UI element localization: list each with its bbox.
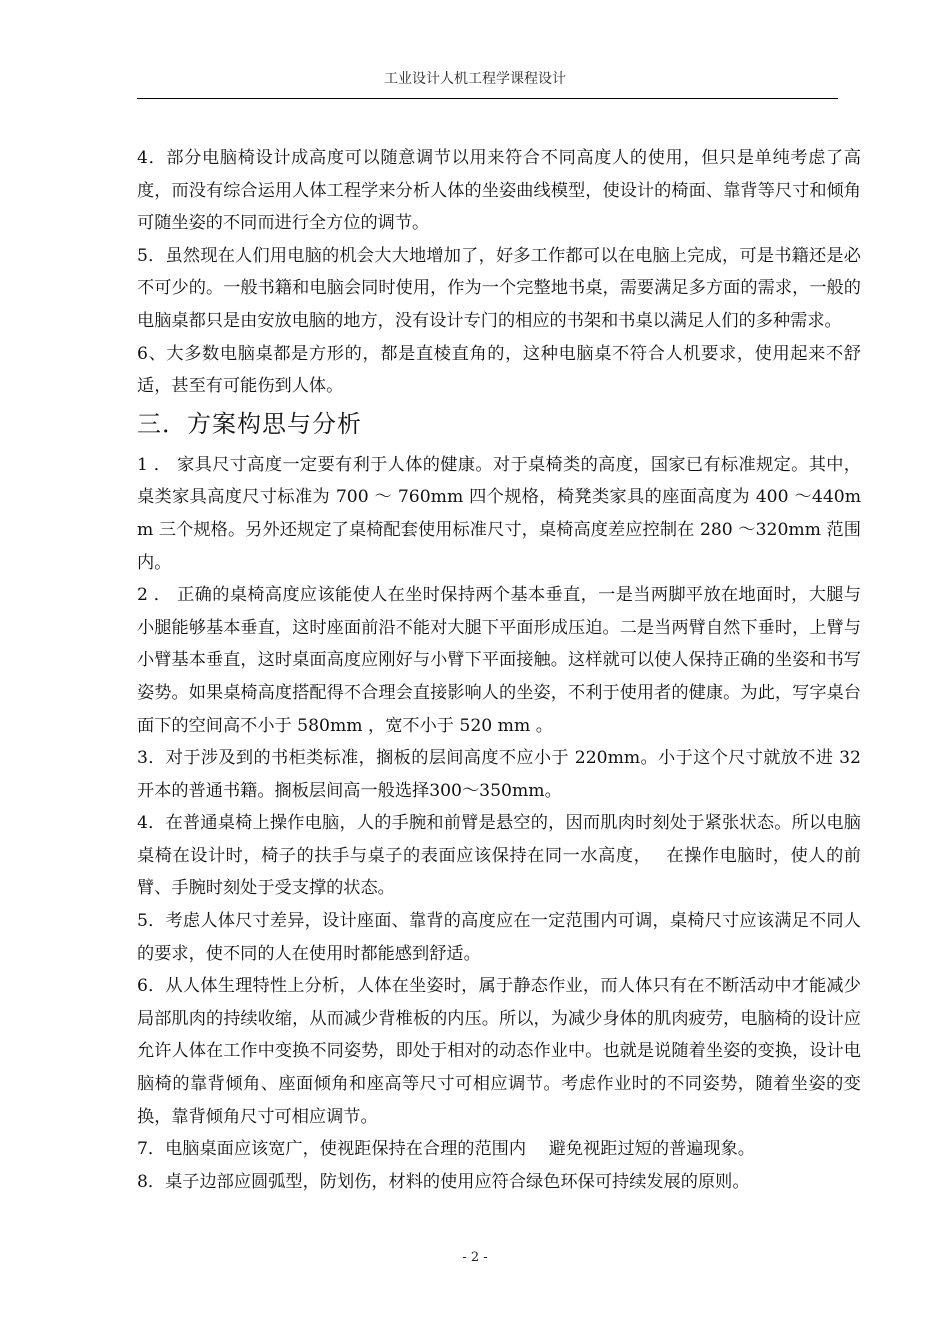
page-number: - 2 - — [462, 1250, 488, 1265]
running-header: 工业设计人机工程学课程设计 — [384, 71, 566, 87]
paragraph-analysis-2: 2 ． 正确的桌椅高度应该能使人在坐时保持两个基本垂直，一是当两脚平放在地面时，大腿与小腿能够基本垂直，这时座面前沿不能对大腿下平面形成压迫。二是当两臂自然下垂时，上臂与小臂基本垂直，这时桌面高度应刚好与小臂下平面接触。这样就可以使人保持正确的坐姿和书写姿势。如果桌椅高度搭配得不合理会直接影响人的坐姿，不利于使用者的健康。为此，写字桌台面下的空间高不小于 580mm ，宽不小于 520 mm 。 — [137, 585, 861, 736]
paragraph-analysis-7: 7．电脑桌面应该宽广，使视距保持在合理的范围内 避免视距过短的普遍现象。 — [137, 1139, 755, 1160]
paragraph-analysis-3: 3．对于涉及到的书柜类标准，搁板的层间高度不应小于 220mm。小于这个尺寸就放不进 32 开本的普通书籍。搁板层间高一般选择300～350mm。 — [137, 748, 861, 801]
paragraph-problem-4: 4．部分电脑椅设计成高度可以随意调节以用来符合不同高度人的使用，但只是单纯考虑了高度，而没有综合运用人体工程学来分析人体的坐姿曲线模型，使设计的椅面、靠背等尺寸和倾角可随坐姿的不同而进行全方位的调节。 — [137, 148, 861, 234]
header-rule — [137, 98, 838, 99]
section-heading: 三．方案构思与分析 — [137, 409, 362, 438]
paragraph-analysis-5: 5．考虑人体尺寸差异，设计座面、靠背的高度应在一定范围内可调，桌椅尺寸应该满足不同人的要求，使不同的人在使用时都能感到舒适。 — [137, 911, 861, 964]
paragraph-problem-6: 6、大多数电脑桌都是方形的，都是直棱直角的，这种电脑桌不符合人机要求，使用起来不舒适，甚至有可能伤到人体。 — [137, 343, 861, 397]
paragraph-analysis-1: 1 ． 家具尺寸高度一定要有利于人体的健康。对于桌椅类的高度，国家已有标准规定。其中，桌类家具高度尺寸标准为 700 ～ 760mm 四个规格，椅凳类家具的座面高度为 400 ～440mm 三个规格。另外还规定了桌椅配套使用标准尺寸，桌椅高度差应控制在 280 ～320mm 范围内。 — [137, 454, 861, 573]
paragraph-problem-5: 5．虽然现在人们用电脑的机会大大地增加了，好多工作都可以在电脑上完成，可是书籍还是必不可少的。一般书籍和电脑会同时使用，作为一个完整地书桌，需要满足多方面的需求，一般的电脑桌都只是由安放电脑的地方，没有设计专门的相应的书架和书桌以满足人们的多种需求。 — [137, 245, 861, 331]
paragraph-analysis-8: 8．桌子边部应圆弧型，防划伤，材料的使用应符合绿色环保可持续发展的原则。 — [137, 1171, 750, 1192]
paragraph-analysis-6: 6．从人体生理特性上分析，人体在坐姿时，属于静态作业，而人体只有在不断活动中才能减少局部肌肉的持续收缩，从而减少背椎板的内压。所以，为减少身体的肌肉疲劳，电脑椅的设计应允许人体在工作中变换不同姿势，即处于相对的动态作业中。也就是说随着坐姿的变换，设计电脑椅的靠背倾角、座面倾角和座高等尺寸可相应调节。考虑作业时的不同姿势，随着坐姿的变换，靠背倾角尺寸可相应调节。 — [137, 976, 861, 1127]
page-body — [137, 142, 861, 1198]
paragraph-analysis-4: 4．在普通桌椅上操作电脑，人的手腕和前臂是悬空的，因而肌肉时刻处于紧张状态。所以电脑桌椅在设计时，椅子的扶手与桌子的表面应该保持在同一水高度， 在操作电脑时，使人的前臂、手腕时刻处于受支撑的状态。 — [137, 813, 861, 899]
